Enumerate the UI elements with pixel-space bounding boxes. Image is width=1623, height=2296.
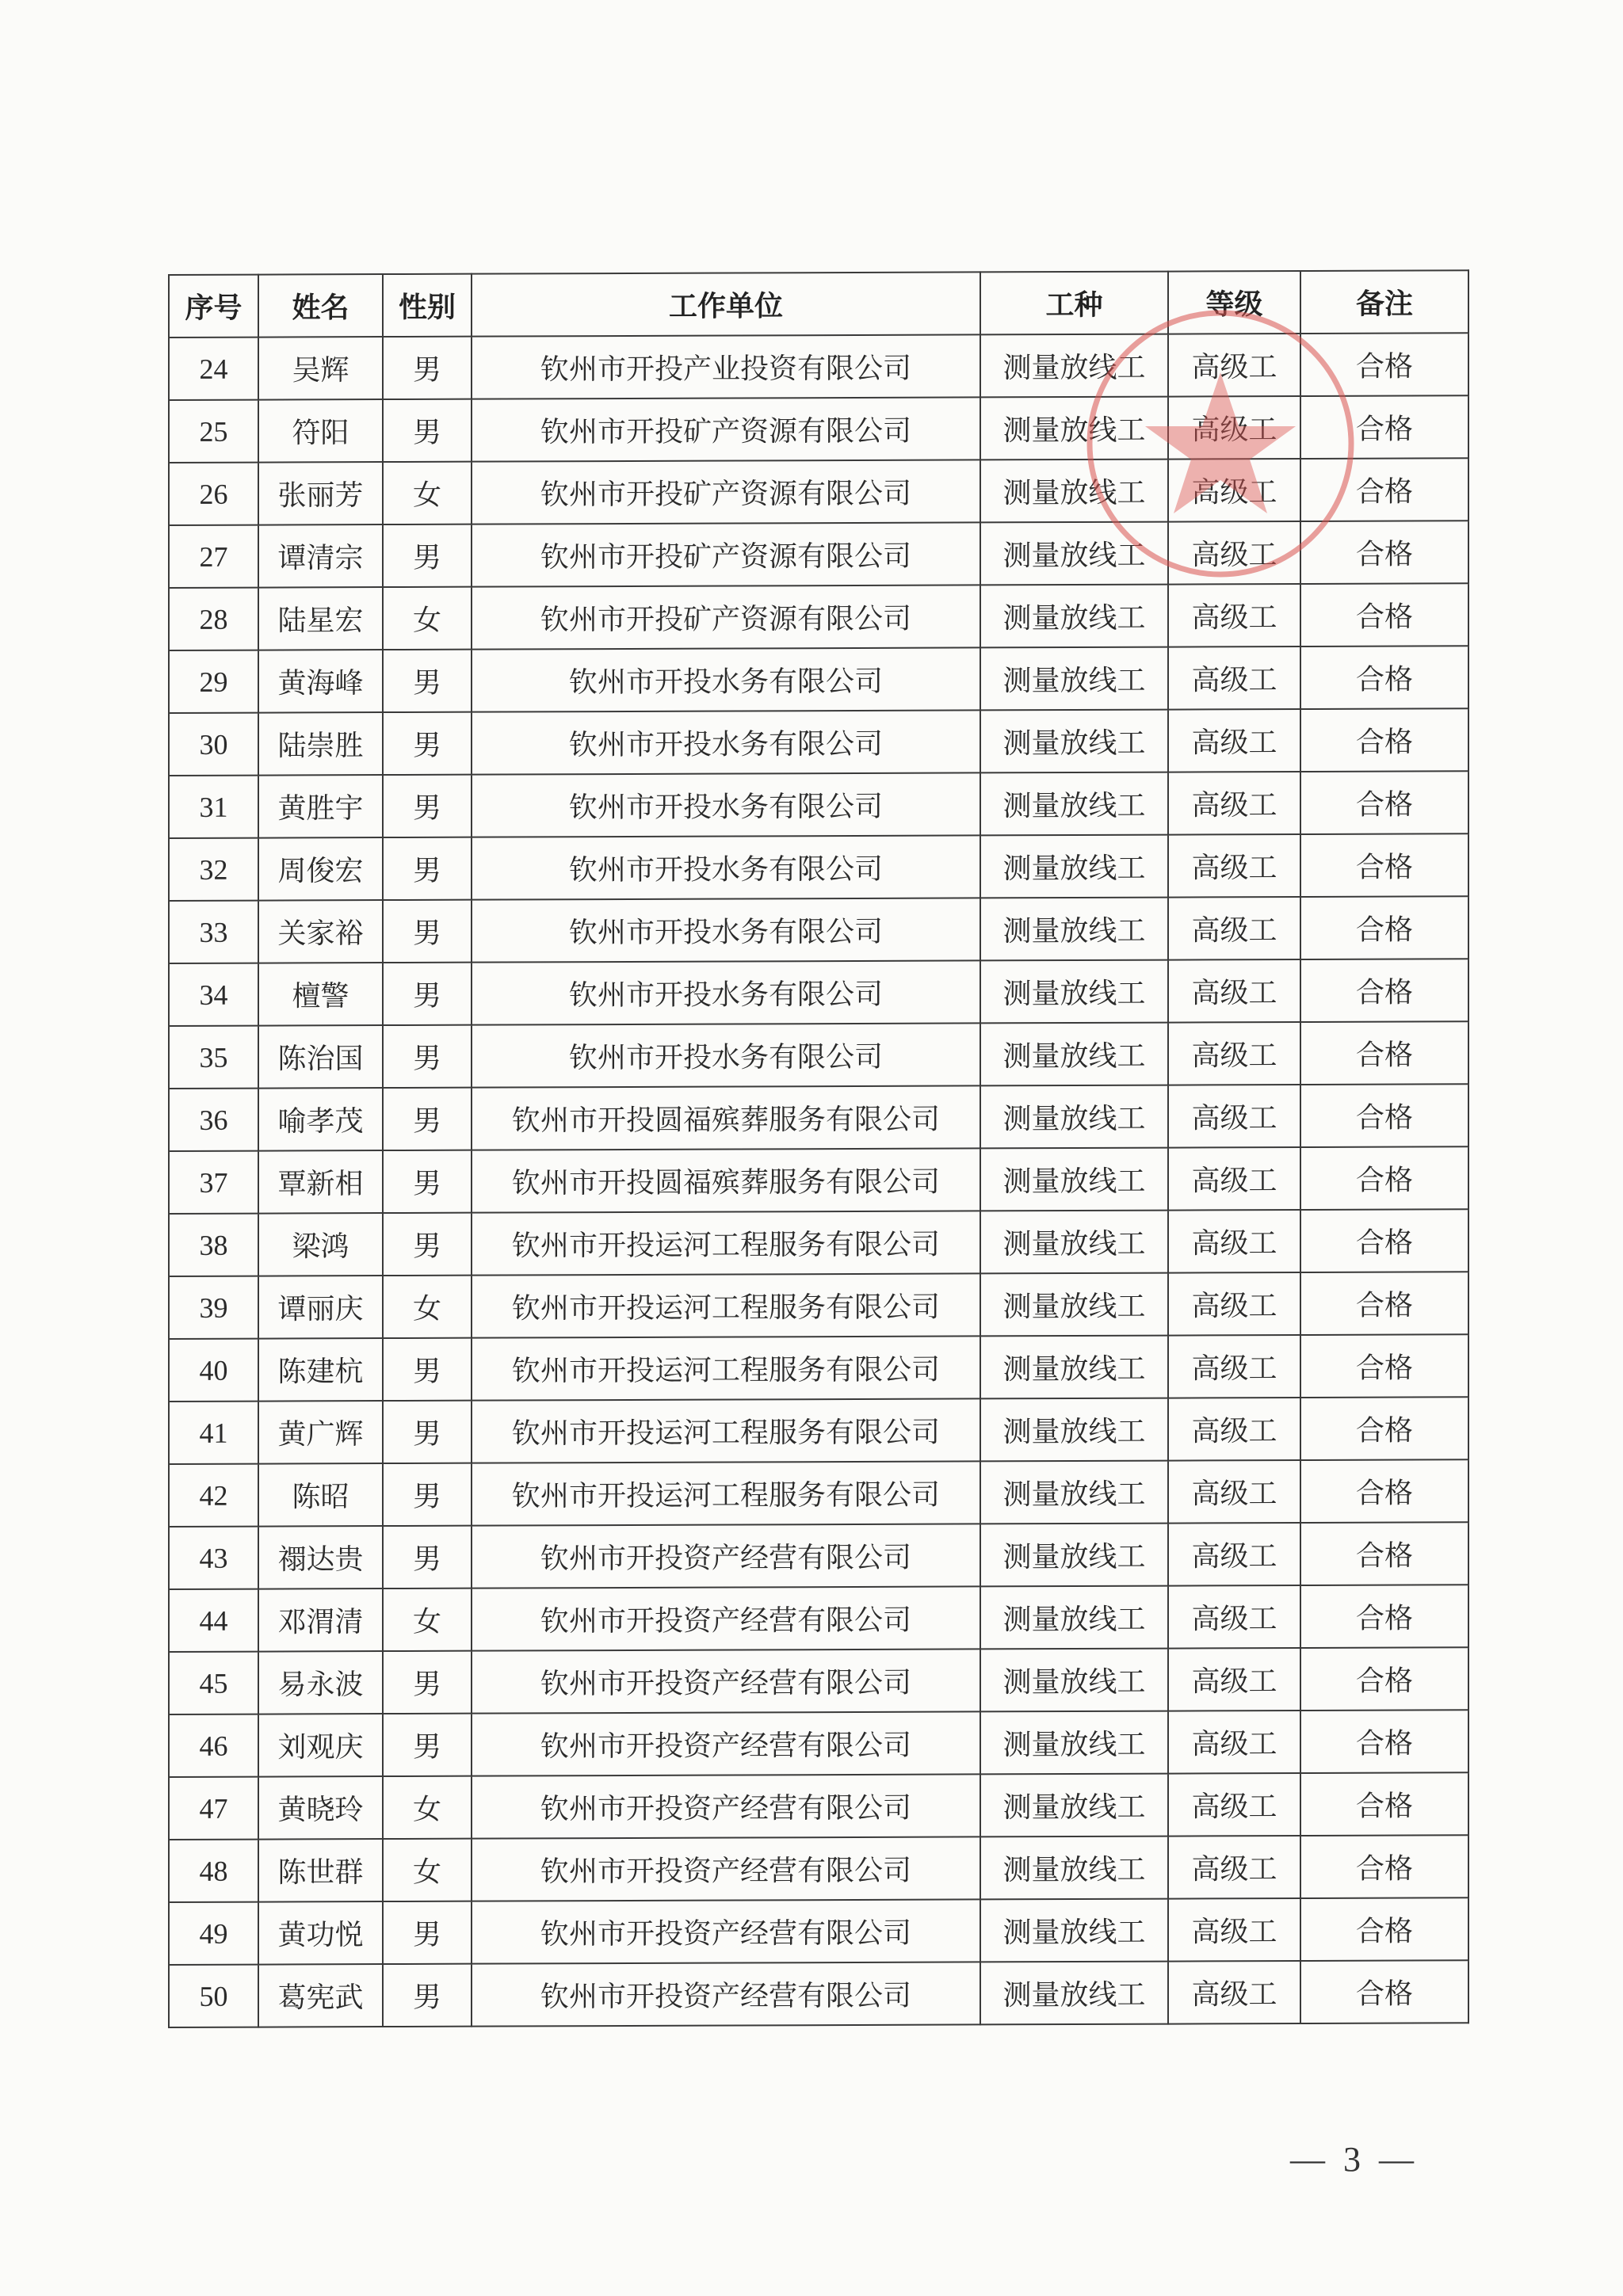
cell-trade: 测量放线工	[980, 1211, 1168, 1274]
cell-gender: 男	[383, 1088, 472, 1150]
table-row	[169, 458, 1468, 525]
cell-name: 覃新相	[258, 1150, 383, 1214]
cell-level: 高级工	[1168, 1022, 1300, 1085]
cell-name: 葛宪武	[258, 1964, 383, 2027]
cell-gender: 男	[383, 1651, 472, 1714]
cell-seq: 33	[169, 901, 258, 963]
cell-level: 高级工	[1168, 1836, 1300, 1899]
cell-gender: 男	[383, 399, 472, 462]
cell-remark: 合格	[1300, 896, 1468, 959]
cell-level: 高级工	[1168, 1648, 1300, 1711]
cell-gender: 男	[383, 1338, 472, 1401]
cell-employer: 钦州市开投矿产资源有限公司	[472, 522, 980, 586]
cell-level: 高级工	[1168, 772, 1300, 835]
table-row	[169, 1021, 1468, 1089]
header-seq: 序号	[169, 275, 258, 338]
header-trade: 工种	[980, 272, 1168, 335]
header-name: 姓名	[258, 274, 383, 338]
cell-trade: 测量放线工	[980, 585, 1168, 648]
cell-employer: 钦州市开投矿产资源有限公司	[472, 397, 980, 461]
cell-gender: 男	[383, 524, 472, 587]
cell-level: 高级工	[1168, 584, 1300, 647]
cell-gender: 男	[383, 1213, 472, 1276]
cell-seq: 29	[169, 650, 258, 713]
cell-name: 陈世群	[258, 1839, 383, 1902]
page-number: — 3 —	[1290, 2140, 1419, 2179]
cell-seq: 28	[169, 588, 258, 650]
cell-remark: 合格	[1300, 959, 1468, 1022]
cell-employer: 钦州市开投资产经营有限公司	[472, 1899, 980, 1963]
cell-level: 高级工	[1168, 1898, 1300, 1962]
cell-employer: 钦州市开投资产经营有限公司	[472, 1962, 980, 2026]
cell-seq: 25	[169, 400, 258, 463]
cell-name: 关家裕	[258, 900, 383, 963]
cell-trade: 测量放线工	[980, 1148, 1168, 1211]
cell-gender: 男	[383, 775, 472, 837]
cell-name: 陆星宏	[258, 587, 383, 650]
table-row	[169, 395, 1468, 463]
cell-name: 易永波	[258, 1651, 383, 1714]
cell-gender: 男	[383, 1150, 472, 1213]
cell-name: 谭清宗	[258, 524, 383, 588]
cell-remark: 合格	[1300, 583, 1468, 646]
cell-seq: 46	[169, 1714, 258, 1777]
cell-employer: 钦州市开投水务有限公司	[472, 960, 980, 1024]
table-row	[169, 1897, 1468, 1965]
cell-gender: 男	[383, 1526, 472, 1589]
cell-gender: 女	[383, 587, 472, 650]
table-row	[169, 1960, 1468, 2027]
cell-name: 周俊宏	[258, 837, 383, 901]
header-employer: 工作单位	[472, 272, 980, 336]
cell-trade: 测量放线工	[980, 1336, 1168, 1399]
cell-gender: 男	[383, 1401, 472, 1463]
cell-seq: 48	[169, 1840, 258, 1902]
cell-employer: 钦州市开投运河工程服务有限公司	[472, 1273, 980, 1337]
table-row	[169, 1146, 1468, 1214]
table-row	[169, 1772, 1468, 1840]
table-row	[169, 708, 1468, 776]
cell-seq: 30	[169, 713, 258, 776]
table-row	[169, 521, 1468, 588]
cell-seq: 27	[169, 525, 258, 588]
cell-employer: 钦州市开投资产经营有限公司	[472, 1836, 980, 1901]
cell-trade: 测量放线工	[980, 1774, 1168, 1837]
table-row	[169, 1710, 1468, 1777]
cell-seq: 35	[169, 1026, 258, 1089]
cell-gender: 女	[383, 1276, 472, 1338]
cell-remark: 合格	[1300, 1522, 1468, 1585]
cell-employer: 钦州市开投运河工程服务有限公司	[472, 1211, 980, 1275]
cell-trade: 测量放线工	[980, 522, 1168, 585]
cell-name: 黄海峰	[258, 650, 383, 713]
cell-remark: 合格	[1300, 521, 1468, 584]
cell-remark: 合格	[1300, 1960, 1468, 2023]
cell-name: 黄胜宇	[258, 775, 383, 838]
cell-remark: 合格	[1300, 458, 1468, 521]
cell-remark: 合格	[1300, 1459, 1468, 1523]
cell-name: 喻孝茂	[258, 1088, 383, 1151]
cell-name: 谭丽庆	[258, 1276, 383, 1339]
cell-employer: 钦州市开投资产经营有限公司	[472, 1711, 980, 1775]
cell-employer: 钦州市开投资产经营有限公司	[472, 1586, 980, 1650]
table-row	[169, 1835, 1468, 1902]
cell-trade: 测量放线工	[980, 1398, 1168, 1462]
table-row	[169, 896, 1468, 963]
cell-employer: 钦州市开投矿产资源有限公司	[472, 585, 980, 649]
cell-trade: 测量放线工	[980, 960, 1168, 1024]
cell-trade: 测量放线工	[980, 460, 1168, 523]
cell-gender: 男	[383, 837, 472, 900]
table-row	[169, 771, 1468, 838]
header-gender: 性别	[383, 274, 472, 337]
cell-seq: 39	[169, 1276, 258, 1339]
cell-level: 高级工	[1168, 1460, 1300, 1524]
cell-seq: 26	[169, 463, 258, 525]
cell-name: 黄广辉	[258, 1401, 383, 1464]
cell-employer: 钦州市开投资产经营有限公司	[472, 1774, 980, 1838]
cell-trade: 测量放线工	[980, 1899, 1168, 1962]
cell-employer: 钦州市开投水务有限公司	[472, 1023, 980, 1087]
cell-trade: 测量放线工	[980, 1524, 1168, 1587]
table-row	[169, 1084, 1468, 1151]
cell-employer: 钦州市开投资产经营有限公司	[472, 1524, 980, 1588]
table-row	[169, 1209, 1468, 1276]
cell-trade: 测量放线工	[980, 1023, 1168, 1086]
cell-level: 高级工	[1168, 459, 1300, 522]
cell-trade: 测量放线工	[980, 710, 1168, 773]
cell-remark: 合格	[1300, 1647, 1468, 1711]
table-row	[169, 1272, 1468, 1339]
cell-remark: 合格	[1300, 1897, 1468, 1961]
table-row	[169, 959, 1468, 1026]
cell-seq: 44	[169, 1589, 258, 1652]
cell-name: 梁鸿	[258, 1213, 383, 1276]
cell-remark: 合格	[1300, 646, 1468, 709]
cell-level: 高级工	[1168, 1210, 1300, 1273]
cell-name: 邓渭清	[258, 1589, 383, 1652]
cell-level: 高级工	[1168, 834, 1300, 898]
cell-gender: 女	[383, 1839, 472, 1901]
cell-seq: 45	[169, 1652, 258, 1714]
cell-trade: 测量放线工	[980, 1586, 1168, 1650]
cell-level: 高级工	[1168, 1773, 1300, 1836]
cell-employer: 钦州市开投水务有限公司	[472, 647, 980, 711]
cell-level: 高级工	[1168, 1398, 1300, 1461]
cell-remark: 合格	[1300, 1021, 1468, 1085]
table-row	[169, 1397, 1468, 1464]
cell-employer: 钦州市开投资产经营有限公司	[472, 1649, 980, 1713]
cell-gender: 男	[383, 1901, 472, 1964]
cell-gender: 男	[383, 712, 472, 775]
cell-employer: 钦州市开投圆福殡葬服务有限公司	[472, 1085, 980, 1150]
cell-name: 黄功悦	[258, 1901, 383, 1965]
cell-level: 高级工	[1168, 709, 1300, 772]
cell-trade: 测量放线工	[980, 1711, 1168, 1775]
cell-trade: 测量放线工	[980, 835, 1168, 898]
cell-remark: 合格	[1300, 771, 1468, 834]
cell-name: 陈昭	[258, 1463, 383, 1527]
cell-name: 刘观庆	[258, 1714, 383, 1777]
cell-seq: 42	[169, 1464, 258, 1527]
table-row	[169, 1522, 1468, 1589]
cell-employer: 钦州市开投矿产资源有限公司	[472, 460, 980, 524]
cell-remark: 合格	[1300, 1272, 1468, 1335]
cell-remark: 合格	[1300, 395, 1468, 459]
cell-name: 陆崇胜	[258, 712, 383, 776]
cell-level: 高级工	[1168, 1523, 1300, 1586]
cell-remark: 合格	[1300, 1209, 1468, 1272]
cell-name: 陈建杭	[258, 1338, 383, 1402]
cell-gender: 男	[383, 1463, 472, 1526]
cell-remark: 合格	[1300, 1835, 1468, 1898]
cell-level: 高级工	[1168, 521, 1300, 585]
cell-remark: 合格	[1300, 1772, 1468, 1836]
table-row	[169, 1585, 1468, 1652]
cell-remark: 合格	[1300, 708, 1468, 772]
cell-level: 高级工	[1168, 1085, 1300, 1148]
cell-seq: 43	[169, 1527, 258, 1589]
cell-name: 陈治国	[258, 1025, 383, 1089]
cell-remark: 合格	[1300, 1146, 1468, 1210]
cell-level: 高级工	[1168, 646, 1300, 710]
cell-seq: 47	[169, 1777, 258, 1840]
cell-seq: 37	[169, 1151, 258, 1214]
cell-seq: 31	[169, 776, 258, 838]
cell-remark: 合格	[1300, 1710, 1468, 1773]
cell-employer: 钦州市开投圆福殡葬服务有限公司	[472, 1148, 980, 1212]
cell-employer: 钦州市开投水务有限公司	[472, 835, 980, 899]
header-level: 等级	[1168, 271, 1300, 334]
cell-level: 高级工	[1168, 1961, 1300, 2024]
cell-remark: 合格	[1300, 833, 1468, 897]
cell-name: 禤达贵	[258, 1526, 383, 1589]
cell-gender: 男	[383, 1714, 472, 1776]
table-row	[169, 1459, 1468, 1527]
cell-level: 高级工	[1168, 959, 1300, 1023]
cell-trade: 测量放线工	[980, 772, 1168, 836]
cell-gender: 男	[383, 963, 472, 1025]
cell-trade: 测量放线工	[980, 1461, 1168, 1524]
cell-gender: 男	[383, 337, 472, 399]
cell-seq: 38	[169, 1214, 258, 1276]
cell-gender: 男	[383, 1025, 472, 1088]
cell-level: 高级工	[1168, 1711, 1300, 1774]
cell-level: 高级工	[1168, 897, 1300, 960]
cell-remark: 合格	[1300, 333, 1468, 396]
cell-seq: 50	[169, 1965, 258, 2027]
cell-employer: 钦州市开投水务有限公司	[472, 772, 980, 837]
cell-remark: 合格	[1300, 1334, 1468, 1398]
cell-seq: 24	[169, 338, 258, 400]
cell-gender: 男	[383, 900, 472, 963]
cell-employer: 钦州市开投产业投资有限公司	[472, 334, 980, 399]
table-row	[169, 1334, 1468, 1402]
cell-trade: 测量放线工	[980, 397, 1168, 460]
table-row	[169, 833, 1468, 901]
cell-level: 高级工	[1168, 1585, 1300, 1649]
cell-level: 高级工	[1168, 1272, 1300, 1336]
cell-seq: 49	[169, 1902, 258, 1965]
cell-gender: 女	[383, 1776, 472, 1839]
cell-gender: 男	[383, 650, 472, 712]
cell-level: 高级工	[1168, 1147, 1300, 1211]
header-remark: 备注	[1300, 270, 1468, 334]
cell-name: 檀警	[258, 963, 383, 1026]
cell-remark: 合格	[1300, 1397, 1468, 1460]
cell-seq: 34	[169, 963, 258, 1026]
cell-name: 黄晓玲	[258, 1776, 383, 1840]
table-row	[169, 646, 1468, 713]
cell-remark: 合格	[1300, 1084, 1468, 1147]
cell-seq: 40	[169, 1339, 258, 1402]
certification-roster-table	[168, 269, 1469, 2028]
cell-seq: 32	[169, 838, 258, 901]
cell-trade: 测量放线工	[980, 1273, 1168, 1337]
cell-employer: 钦州市开投水务有限公司	[472, 898, 980, 962]
cell-trade: 测量放线工	[980, 1649, 1168, 1712]
cell-remark: 合格	[1300, 1585, 1468, 1648]
cell-gender: 男	[383, 1964, 472, 2027]
cell-gender: 女	[383, 462, 472, 524]
table-body	[169, 333, 1468, 2027]
table-row	[169, 583, 1468, 650]
cell-seq: 41	[169, 1402, 258, 1464]
table-row	[169, 1647, 1468, 1714]
cell-gender: 女	[383, 1589, 472, 1651]
cell-trade: 测量放线工	[980, 898, 1168, 961]
cell-trade: 测量放线工	[980, 1836, 1168, 1900]
cell-trade: 测量放线工	[980, 334, 1168, 398]
cell-name: 张丽芳	[258, 462, 383, 525]
cell-employer: 钦州市开投运河工程服务有限公司	[472, 1461, 980, 1525]
cell-employer: 钦州市开投运河工程服务有限公司	[472, 1336, 980, 1400]
cell-level: 高级工	[1168, 396, 1300, 460]
cell-name: 吴辉	[258, 337, 383, 400]
cell-trade: 测量放线工	[980, 1085, 1168, 1149]
cell-trade: 测量放线工	[980, 1962, 1168, 2025]
cell-level: 高级工	[1168, 334, 1300, 397]
cell-level: 高级工	[1168, 1335, 1300, 1398]
cell-seq: 36	[169, 1089, 258, 1151]
cell-employer: 钦州市开投水务有限公司	[472, 710, 980, 774]
table-header-row	[169, 270, 1468, 338]
cell-employer: 钦州市开投运河工程服务有限公司	[472, 1398, 980, 1463]
table-row	[169, 333, 1468, 400]
cell-name: 符阳	[258, 399, 383, 463]
cell-trade: 测量放线工	[980, 647, 1168, 711]
